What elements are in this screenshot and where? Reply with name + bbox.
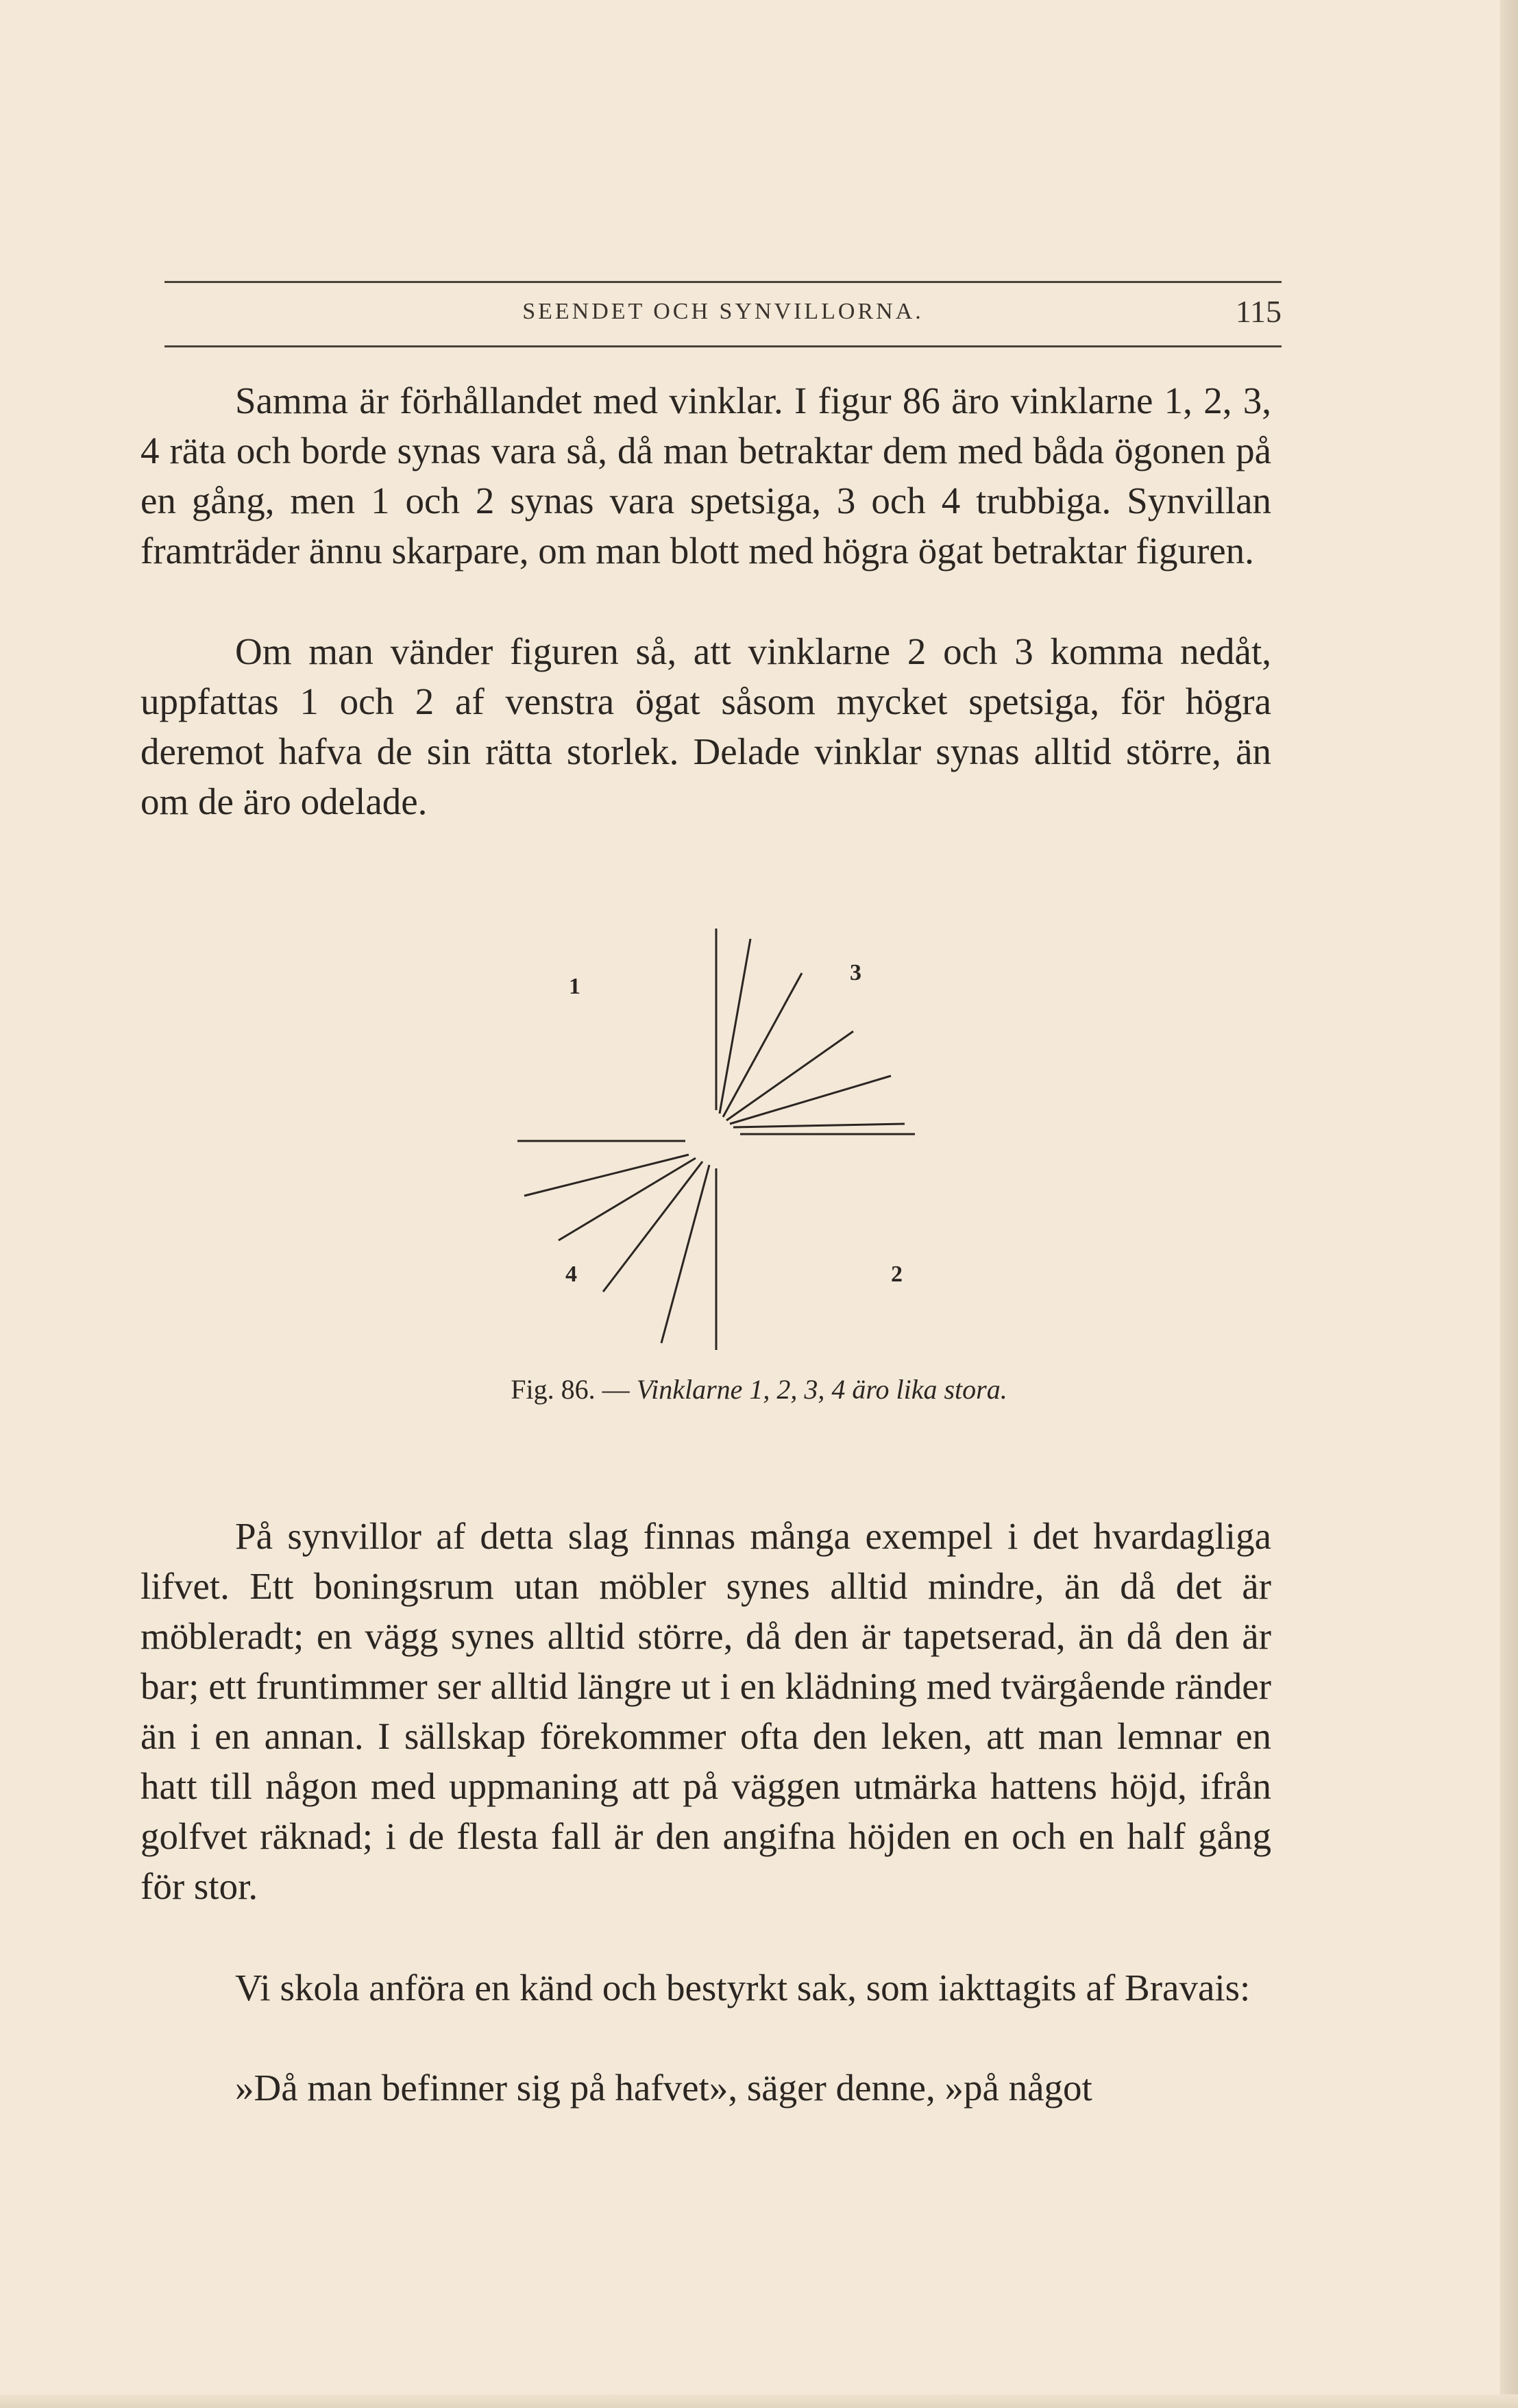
paragraph-2: Om man vänder figuren så, att vinklarne 2 och 3 komma nedåt, uppfattas 1 och 2 af venstra ögat såsom mycket spetsiga, för högra deremot hafva de sin rätta storlek. Delade vinklar synas alltid större, än om de äro odelade. [140, 630, 1271, 822]
figure-caption [137, 1373, 1381, 1405]
page-edge-bottom [0, 2394, 1518, 2408]
figure-label-2: 2 [891, 1262, 903, 1287]
caption-label: Fig. 86. — [511, 1374, 630, 1405]
header-rule-top [164, 281, 1282, 283]
caption-text: Vinklarne 1, 2, 3, 4 äro lika stora. [636, 1374, 1007, 1405]
paragraph-1: Samma är förhållandet med vinklar. I figur 86 äro vinklarne 1, 2, 3, 4 räta och borde synas vara så, då man betraktar dem med båda ögonen på en gång, men 1 och 2 synas vara spetsiga, 3 och 4 trubbiga. Synvillan framträder ännu skarpare, om man blott med högra ögat betraktar figuren. [140, 380, 1271, 572]
page-edge [1500, 0, 1518, 2408]
angle-diagram [480, 918, 973, 1357]
paragraph-5: »Då man befinner sig på hafvet», säger denne, »på något [235, 2067, 1092, 2109]
running-head [164, 274, 1282, 349]
running-title: SEENDET OCH SYNVILLORNA. [522, 299, 924, 324]
paragraph-3: På synvillor af detta slag finnas många exempel i det hvardagliga lifvet. Ett boningsrum utan möbler synes alltid mindre, än då det är möbleradt; en vägg synes alltid större, då den är tapetserad, än då den är bar; ett fruntimmer ser alltid längre ut i en klädning med tvärgående ränder än i en annan. I sällskap förekommer ofta den leken, att man lemnar en hatt till någon med uppmaning att på väggen utmärka hattens höjd, ifrån golfvet räknad; i de flesta fall är den angifna höjden en och en half gång för stor. [140, 1515, 1271, 1907]
page-number: 115 [1235, 294, 1282, 329]
figure-label-4: 4 [565, 1262, 577, 1287]
figure-label-1: 1 [569, 974, 580, 999]
header-rule-bottom [164, 345, 1282, 347]
paragraph-4: Vi skola anföra en känd och bestyrkt sak, som iakttagits af Bravais: [235, 1967, 1251, 2008]
figure-label-3: 3 [850, 960, 861, 985]
figure-86 [480, 918, 973, 1357]
